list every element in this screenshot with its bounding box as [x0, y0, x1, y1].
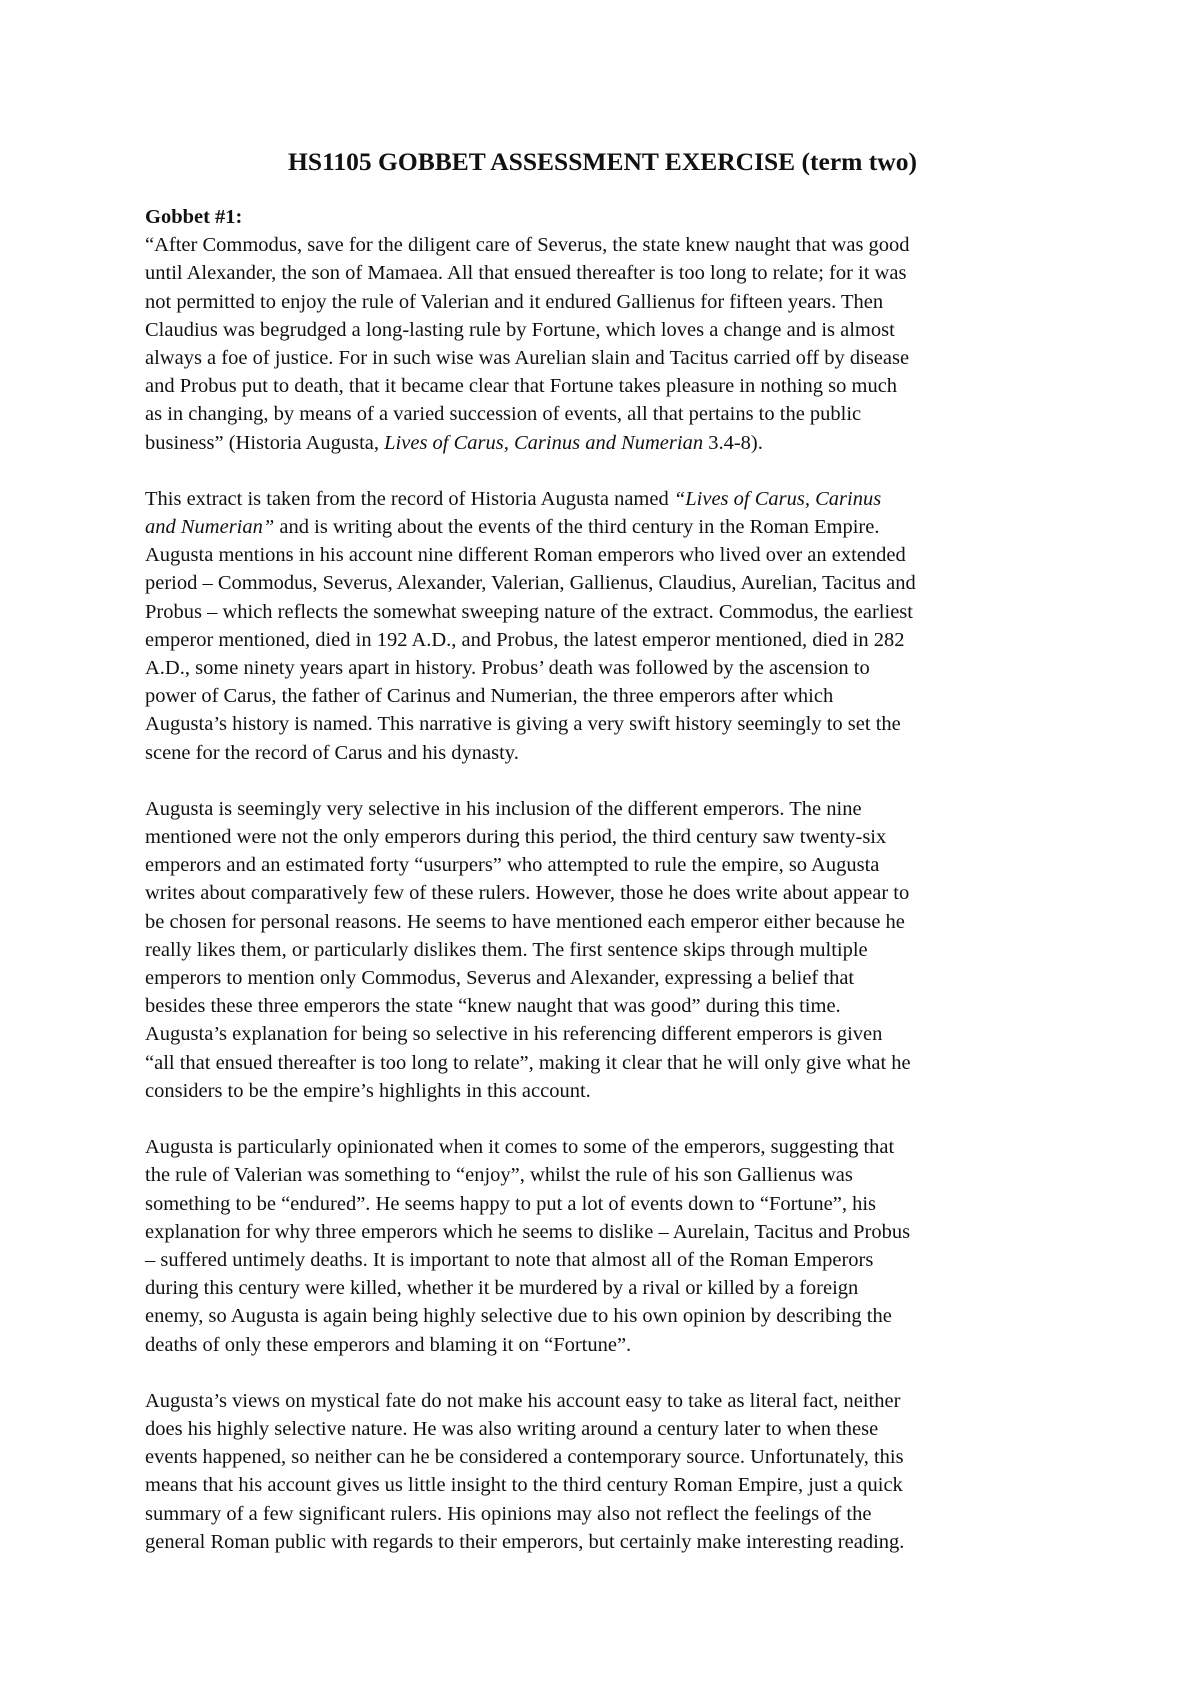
paragraph-text: and is writing about the events of the third century in the Roman Empire. — [274, 516, 880, 539]
paragraph-line: means that his account gives us little insight to the third century Roman Empire, just a quick — [145, 1474, 903, 1497]
work-title: and Numerian” — [145, 516, 275, 539]
paragraph-line: emperors to mention only Commodus, Severus and Alexander, expressing a belief that — [145, 967, 855, 990]
quote-paragraph — [145, 231, 1060, 457]
paragraph-line: Augusta’s views on mystical fate do not make his account easy to take as literal fact, neither — [145, 1389, 901, 1412]
paragraph-line: during this century were killed, whether it be murdered by a rival or killed by a foreign — [145, 1277, 859, 1300]
paragraph-line: Augusta’s explanation for being so selective in his referencing different emperors is given — [145, 1023, 883, 1046]
paragraph-line: something to be “endured”. He seems happy to put a lot of events down to “Fortune”, his — [145, 1192, 877, 1215]
work-title: “Lives of Carus, Carinus — [673, 487, 882, 510]
paragraph-line: explanation for why three emperors which he seems to dislike – Aurelain, Tacitus and Probus — [145, 1220, 911, 1243]
paragraph-line: “all that ensued thereafter is too long to relate”, making it clear that he will only give what he — [145, 1051, 911, 1074]
quote-line: “After Commodus, save for the diligent care of Severus, the state knew naught that was good — [145, 234, 910, 257]
paragraph-line: period – Commodus, Severus, Alexander, Valerian, Gallienus, Claudius, Aurelian, Tacitus and — [145, 572, 916, 595]
paragraph-line: Augusta is seemingly very selective in his inclusion of the different emperors. The nine — [145, 797, 862, 820]
body-paragraph-4 — [145, 1133, 1060, 1359]
paragraph-line: considers to be the empire’s highlights in this account. — [145, 1079, 591, 1102]
paragraph-line: events happened, so neither can he be considered a contemporary source. Unfortunately, this — [145, 1446, 904, 1469]
paragraph-line: mentioned were not the only emperors during this period, the third century saw twenty-six — [145, 826, 887, 849]
paragraph-line: Augusta is particularly opinionated when it comes to some of the emperors, suggesting that — [145, 1136, 895, 1159]
body-paragraph-5 — [145, 1387, 1060, 1556]
paragraph-line: summary of a few significant rulers. His opinions may also not reflect the feelings of the — [145, 1502, 872, 1525]
citation-work-title: Lives of Carus, Carinus and Numerian — [384, 431, 704, 454]
body-paragraph-2 — [145, 485, 1060, 767]
quote-citation-line — [145, 429, 1060, 457]
paragraph-line: Augusta mentions in his account nine different Roman emperors who lived over an extended — [145, 544, 906, 567]
quote-line: as in changing, by means of a varied succession of events, all that pertains to the public — [145, 403, 862, 426]
paragraph-line: Probus – which reflects the somewhat sweeping nature of the extract. Commodus, the earliest — [145, 600, 913, 623]
paragraph-text: This extract is taken from the record of Historia Augusta named — [145, 487, 674, 510]
paragraph-line — [145, 513, 1060, 541]
document-body — [145, 147, 1060, 1584]
quote-line: and Probus put to death, that it became clear that Fortune takes pleasure in nothing so much — [145, 375, 898, 398]
paragraph-line: really likes them, or particularly dislikes them. The first sentence skips through multiple — [145, 938, 868, 961]
paragraph-line: emperors and an estimated forty “usurpers” who attempted to rule the empire, so Augusta — [145, 854, 880, 877]
paragraph-line: enemy, so Augusta is again being highly selective due to his own opinion by describing the — [145, 1305, 892, 1328]
paragraph-line: A.D., some ninety years apart in history. Probus’ death was followed by the ascension to — [145, 657, 870, 680]
citation-reference: 3.4-8). — [703, 431, 763, 454]
paragraph-line: writes about comparatively few of these rulers. However, those he does write about appear to — [145, 882, 910, 905]
paragraph-line — [145, 485, 1060, 513]
paragraph-line: be chosen for personal reasons. He seems to have mentioned each emperor either because he — [145, 910, 905, 933]
quote-line: Claudius was begrudged a long-lasting rule by Fortune, which loves a change and is almost — [145, 318, 895, 341]
paragraph-line: power of Carus, the father of Carinus and Numerian, the three emperors after which — [145, 685, 834, 708]
body-paragraph-3 — [145, 795, 1060, 1105]
paragraph-line: the rule of Valerian was something to “enjoy”, whilst the rule of his son Gallienus was — [145, 1164, 853, 1187]
citation-text: business” (Historia Augusta, — [145, 431, 385, 454]
page-title: HS1105 GOBBET ASSESSMENT EXERCISE (term two) — [288, 147, 917, 176]
paragraph-line: – suffered untimely deaths. It is important to note that almost all of the Roman Emperors — [145, 1248, 874, 1271]
paragraph-line: Augusta’s history is named. This narrative is giving a very swift history seemingly to set the — [145, 713, 901, 736]
paragraph-line: scene for the record of Carus and his dynasty. — [145, 741, 519, 764]
paragraph-line: does his highly selective nature. He was also writing around a century later to when these — [145, 1417, 879, 1440]
gobbet-label: Gobbet #1: — [145, 206, 243, 228]
paragraph-line: general Roman public with regards to their emperors, but certainly make interesting reading. — [145, 1530, 905, 1553]
paragraph-line: emperor mentioned, died in 192 A.D., and Probus, the latest emperor mentioned, died in 282 — [145, 628, 905, 651]
quote-line: until Alexander, the son of Mamaea. All that ensued thereafter is too long to relate; for it was — [145, 262, 907, 285]
paragraph-line: deaths of only these emperors and blaming it on “Fortune”. — [145, 1333, 632, 1356]
quote-line: always a foe of justice. For in such wise was Aurelian slain and Tacitus carried off by disease — [145, 347, 910, 370]
paragraph-line: besides these three emperors the state “knew naught that was good” during this time. — [145, 995, 841, 1018]
quote-line: not permitted to enjoy the rule of Valerian and it endured Gallienus for fifteen years. Then — [145, 290, 884, 313]
